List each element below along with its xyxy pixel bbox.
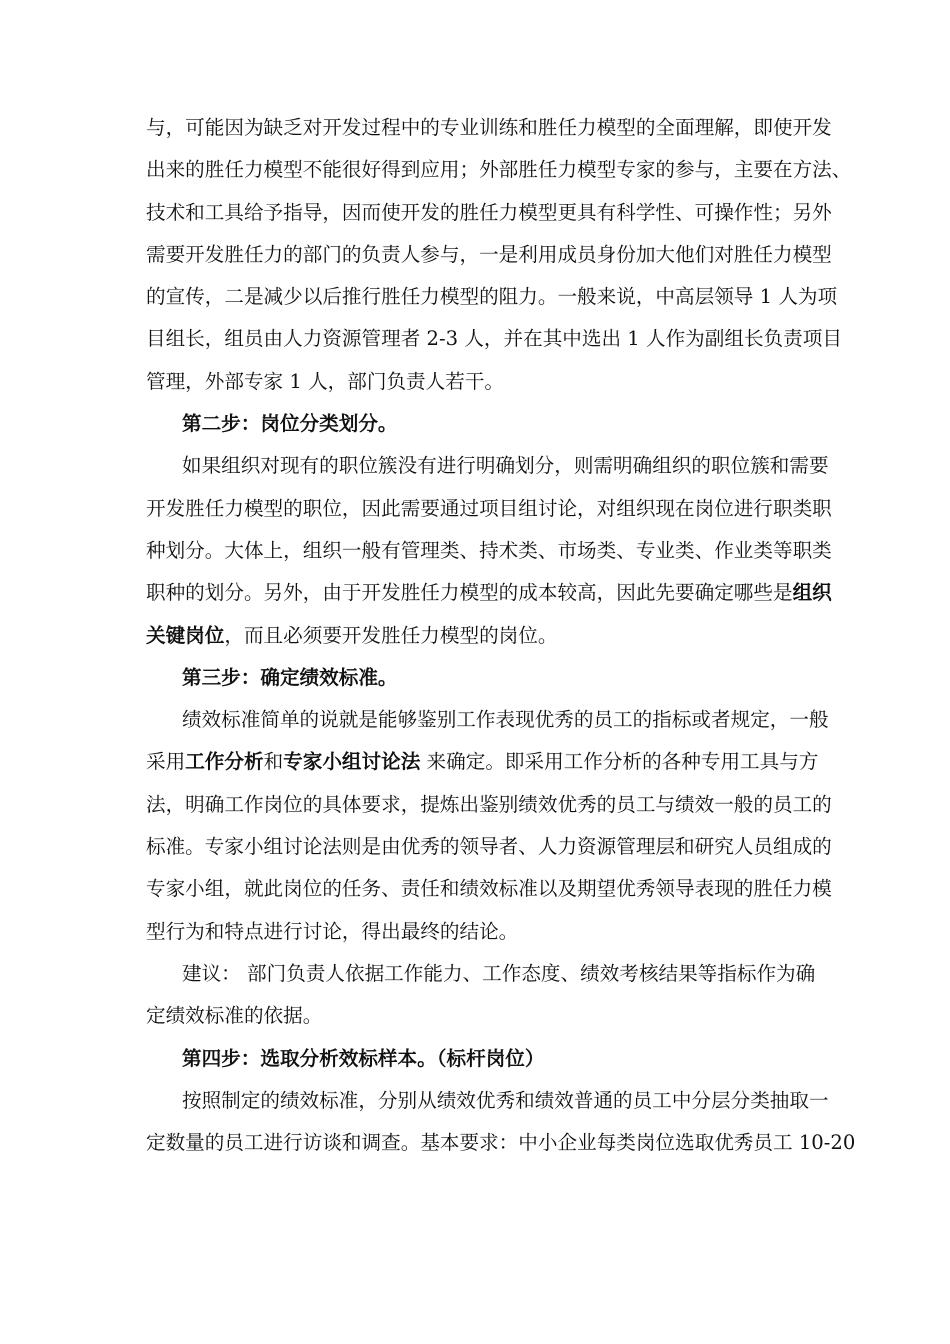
bold-term: 工作分析 [185,750,264,774]
step-2-heading: 第二步：岗位分类划分。 [182,412,398,436]
paragraph-text: 和 [263,750,284,774]
paragraph-line [146,615,802,657]
paragraph-line [146,741,819,783]
paragraph-line: 目组长，组员由人力资源管理者 2-3 人，并在其中选出 1 人作为副组长负责项目 [146,327,842,351]
bold-term: 组织 [792,581,832,605]
document-page [146,107,856,1164]
paragraph-line: 的宣传，二是减少以后推行胜任力模型的阻力。一般来说，中高层领导 1 人为项 [146,285,838,309]
step-3-heading: 第三步：确定绩效标准。 [182,665,398,689]
suggestion-line: 建议： 部门负责人依据工作能力、工作态度、绩效考核结果等指标作为确 [182,961,816,985]
paragraph-line: 按照制定的绩效标准，分别从绩效优秀和绩效普通的员工中分层分类抽取一 [182,1088,829,1112]
paragraph-line: 需要开发胜任力的部门的负责人参与，一是利用成员身份加大他们对胜任力模型 [146,242,832,266]
paragraph-line: 出来的胜任力模型不能很好得到应用；外部胜任力模型专家的参与，主要在方法、 [146,158,852,182]
paragraph-text: 职种的划分。另外，由于开发胜任力模型的成本较高，因此先要确定哪些是 [146,581,793,605]
bold-term: 关键岗位 [146,623,225,647]
step-4-heading: 第四步：选取分析效标样本。（标杆岗位） [182,1046,545,1070]
paragraph-line: 种划分。大体上，组织一般有管理类、持术类、市场类、专业类、作业类等职类 [146,538,832,562]
paragraph-text: 采用 [146,750,186,774]
paragraph-line: 定数量的员工进行访谈和调查。基本要求：中小企业每类岗位选取优秀员工 10-20 [146,1131,856,1155]
paragraph-line: 如果组织对现有的职位簇没有进行明确划分，则需明确组织的职位簇和需要 [182,454,829,478]
paragraph-text: ，而且必须要开发胜任力模型的岗位。 [224,623,558,647]
paragraph-line [146,572,832,614]
suggestion-line: 定绩效标准的依据。 [146,1004,323,1028]
paragraph-text: 来确定。即采用工作分析的各种专用工具与方 [420,750,819,774]
paragraph-line: 与，可能因为缺乏对开发过程中的专业训练和胜任力模型的全面理解，即使开发 [146,116,832,139]
paragraph-line: 标准。专家小组讨论法则是由优秀的领导者、人力资源管理层和研究人员组成的 [146,835,832,859]
paragraph-line: 技术和工具给予指导，因而使开发的胜任力模型更具有科学性、可操作性；另外 [146,200,832,224]
paragraph-line: 管理，外部专家 1 人，部门负责人若干。 [146,369,505,393]
bold-term: 专家小组讨论法 [283,750,421,774]
paragraph-line: 专家小组，就此岗位的任务、责任和绩效标准以及期望优秀领导表现的胜任力模 [146,877,832,901]
paragraph-line: 绩效标准简单的说就是能够鉴别工作表现优秀的员工的指标或者规定，一般 [182,708,829,732]
paragraph-line: 法，明确工作岗位的具体要求，提炼出鉴别绩效优秀的员工与绩效一般的员工的 [146,792,832,816]
paragraph-line: 开发胜任力模型的职位，因此需要通过项目组讨论，对组织现在岗位进行职类职 [146,496,832,520]
paragraph-line: 型行为和特点进行讨论，得出最终的结论。 [146,919,519,943]
